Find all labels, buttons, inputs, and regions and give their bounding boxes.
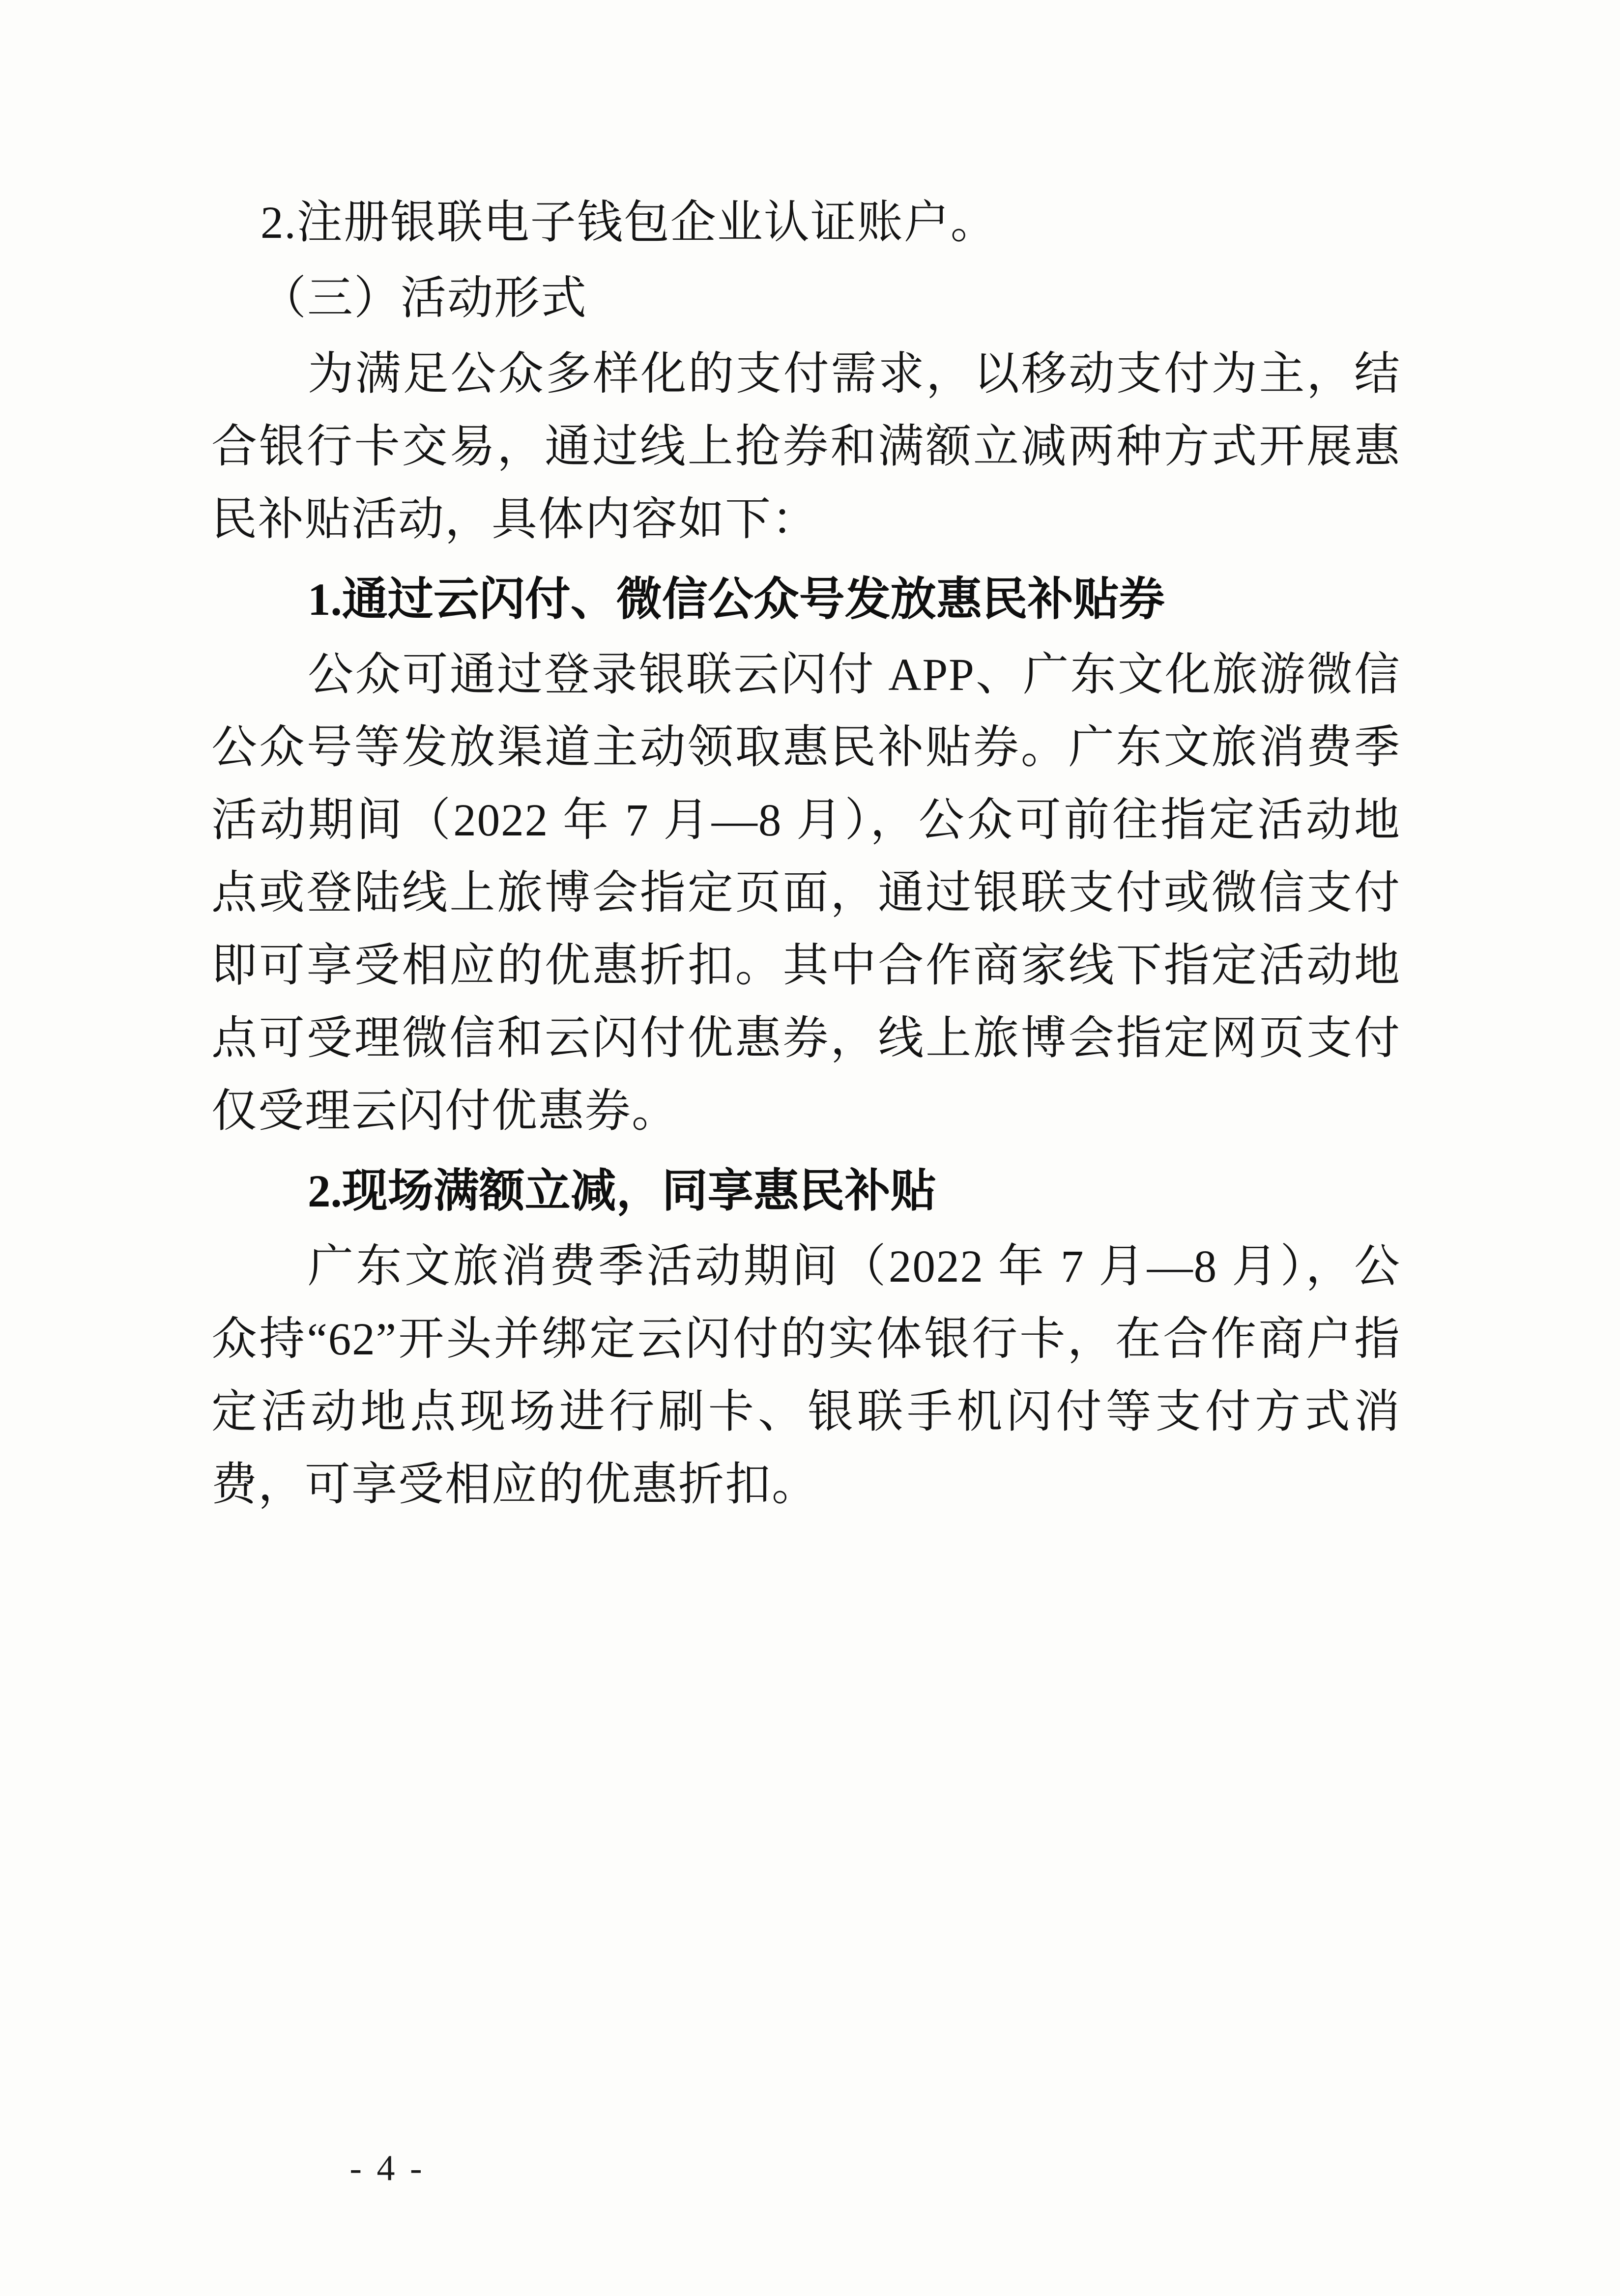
paragraph-item-2-register: 2.注册银联电子钱包企业认证账户。 <box>260 198 997 248</box>
heading-sub-2: 2.现场满额立减，同享惠民补贴 <box>308 1166 936 1217</box>
page-number-value: - 4 - <box>349 2148 425 2188</box>
paragraph-sub-1-body: 公众可通过登录银联云闪付 APP、广东文化旅游微信公众号等发放渠道主动领取惠民补贴券。广东文旅消费季活动期间（2022 年 7 月—8 月），公众可前往指定活动地点或登陆线上旅博会指定页面，通过银联支付或微信支付即可享受相应的优惠折扣。其中合作商家线下指定活动地点可受理微信和云闪付优惠券，线上旅博会指定网页支付仅受理云闪付优惠券。 <box>211 650 1401 1137</box>
paragraph-section-three-title: （三）活动形式 <box>260 273 587 324</box>
page-number-footer <box>0 2148 1620 2189</box>
heading-sub-1: 1.通过云闪付、微信公众号发放惠民补贴券 <box>308 574 1165 625</box>
paragraph-sub-2-body: 广东文旅消费季活动期间（2022 年 7 月—8 月），公众持“62”开头并绑定云闪付的实体银行卡，在合作商户指定活动地点现场进行刷卡、银联手机闪付等支付方式消费，可享受相应的优惠折扣。 <box>211 1241 1401 1510</box>
document-body <box>211 187 1401 1524</box>
paragraph-section-three-intro: 为满足公众多样化的支付需求，以移动支付为主，结合银行卡交易，通过线上抢券和满额立减两种方式开展惠民补贴活动，具体内容如下： <box>211 349 1401 545</box>
